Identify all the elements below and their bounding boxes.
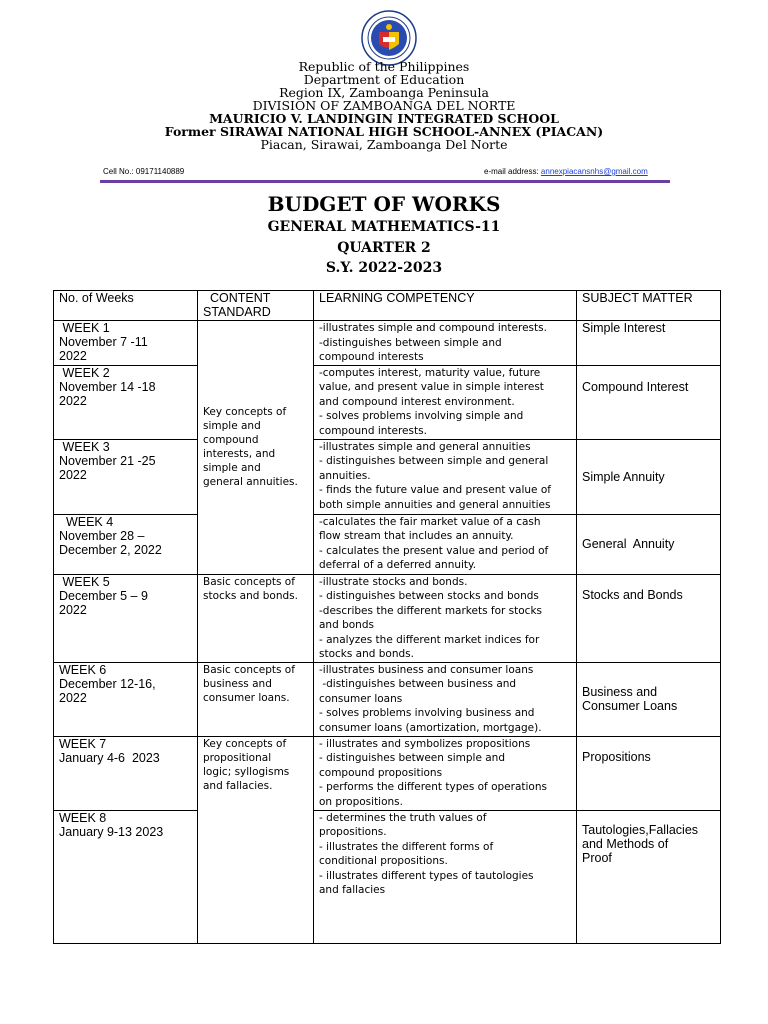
subject-matter-cell: Simple Annuity [577,439,721,514]
table-row [54,662,721,736]
table-row [54,439,721,514]
table-row [54,810,721,943]
competency-cell: -illustrate stocks and bonds. - distinguishes between stocks and bonds -describes the different markets for stocks and bonds - analyzes the different market indices for stocks and bonds. [314,574,577,662]
header-division: DIVISION OF ZAMBOANGA DEL NORTE [252,98,516,113]
competency-cell: -illustrates business and consumer loans -distinguishes between business and consumer loans - solves problems involving business and consumer loans (amortization, mortgage). [314,662,577,736]
competency-cell: - determines the truth values of propositions. - illustrates the different forms of conditional propositions. - illustrates different types of tautologies and fallacies [314,810,577,943]
competency-cell: -illustrates simple and compound interests. -distinguishes between simple and compound interests [314,321,577,366]
header-former-name: Former SIRAWAI NATIONAL HIGH SCHOOL-ANNEX (PIACAN) [164,124,604,139]
content-standard-cell: Basic concepts of business and consumer loans. [198,662,314,736]
week-cell: WEEK 6 December 12-16, 2022 [54,662,198,736]
week-cell: WEEK 5 December 5 – 9 2022 [54,574,198,662]
subject-matter-cell: Compound Interest [577,365,721,439]
subject-matter-cell: Stocks and Bonds [577,574,721,662]
competency-cell: -computes interest, maturity value, future value, and present value in simple interest and compound interest environment. - solves problems involving simple and compound interests. [314,365,577,439]
email-link[interactable]: annexpiacansnhs@gmail.com [540,167,648,176]
subject-title: GENERAL MATHEMATICS-11 [267,219,501,235]
subject-matter-cell: Propositions [577,736,721,810]
header-department: Department of Education [303,72,465,87]
email-line [484,167,648,176]
header-address: Piacan, Sirawai, Zamboanga Del Norte [260,137,508,152]
cell-number: Cell No.: 09171140889 [103,167,185,176]
subject-matter-cell: General Annuity [577,514,721,574]
content-standard-cell: Key concepts of propositional logic; syllogisms and fallacies. [198,736,314,943]
header-subject-matter: SUBJECT MATTER [577,291,721,321]
table-row [54,574,721,662]
header-weeks: No. of Weeks [54,291,198,321]
header-content-standard: CONTENT STANDARD [198,291,314,321]
header-region: Region IX, Zamboanga Peninsula [279,85,489,100]
week-cell: WEEK 1 November 7 -11 2022 [54,321,198,366]
email-label: e-mail address: [484,167,541,176]
content-standard-cell: Basic concepts of stocks and bonds. [198,574,314,662]
week-cell: WEEK 2 November 14 -18 2022 [54,365,198,439]
table-row [54,365,721,439]
table-header-row [54,291,721,321]
subject-matter-cell: Business and Consumer Loans [577,662,721,736]
table-row [54,736,721,810]
competency-cell: -illustrates simple and general annuities - distinguishes between simple and general annuities. - finds the future value and present value of both simple annuities and general annuities [314,439,577,514]
school-header [0,60,768,151]
budget-of-works-table [53,290,721,944]
competency-cell: - illustrates and symbolizes propositions - distinguishes between simple and compound propositions - performs the different types of operations on propositions. [314,736,577,810]
deped-seal-logo [361,10,417,66]
week-cell: WEEK 7 January 4-6 2023 [54,736,198,810]
header-divider [100,180,670,183]
table-row [54,321,721,366]
week-cell: WEEK 4 November 28 – December 2, 2022 [54,514,198,574]
table-row [54,514,721,574]
quarter-title: QUARTER 2 [337,240,431,256]
header-learning-competency: LEARNING COMPETENCY [314,291,577,321]
content-standard-cell: Key concepts of simple and compound interests, and simple and general annuities. [198,321,314,575]
page-title: BUDGET OF WORKS [267,192,501,216]
week-cell: WEEK 3 November 21 -25 2022 [54,439,198,514]
week-cell: WEEK 8 January 9-13 2023 [54,810,198,943]
school-year-title: S.Y. 2022-2023 [325,260,443,276]
header-school-name: MAURICIO V. LANDINGIN INTEGRATED SCHOOL [209,111,559,126]
competency-cell: -calculates the fair market value of a cash flow stream that includes an annuity. - calculates the present value and period of deferral of a deferred annuity. [314,514,577,574]
header-republic: Republic of the Philippines [298,59,470,74]
subject-matter-cell: Tautologies,Fallacies and Methods of Proof [577,810,721,943]
subject-matter-cell: Simple Interest [577,321,721,366]
